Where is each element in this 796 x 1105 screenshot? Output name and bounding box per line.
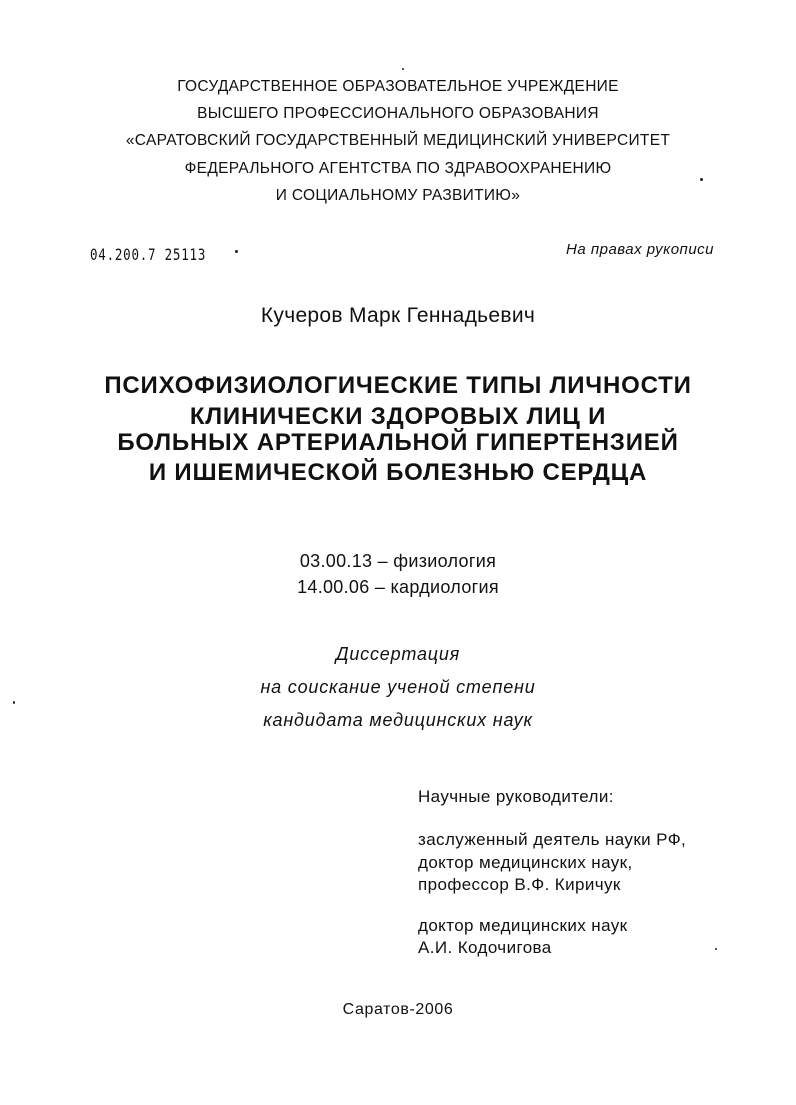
institution-line: ВЫСШЕГО ПРОФЕССИОНАЛЬНОГО ОБРАЗОВАНИЯ [197, 105, 599, 122]
supervisor-line: заслуженный деятель науки РФ, [418, 830, 687, 849]
scan-speck [700, 178, 703, 181]
title-line: КЛИНИЧЕСКИ ЗДОРОВЫХ ЛИЦ И [189, 403, 607, 430]
dissertation-line: кандидата медицинских наук [263, 710, 533, 730]
specialty-line: 03.00.13 – физиология [299, 551, 497, 571]
author-name: Кучеров Марк Геннадьевич [260, 304, 536, 327]
supervisors-heading: Научные руководители: [418, 787, 614, 806]
dissertation-line: Диссертация [335, 644, 461, 664]
manuscript-note: На правах рукописи [566, 241, 714, 258]
registration-number: 04.200.7 25113 [90, 245, 207, 264]
title-line: БОЛЬНЫХ АРТЕРИАЛЬНОЙ ГИПЕРТЕНЗИЕЙ [117, 429, 679, 456]
scan-speck [13, 701, 15, 704]
title-line: И ИШЕМИЧЕСКОЙ БОЛЕЗНЬЮ СЕРДЦА [148, 459, 648, 486]
specialty-line: 14.00.06 – кардиология [297, 577, 499, 597]
scan-speck [402, 68, 404, 70]
dissertation-line: на соискание ученой степени [260, 677, 536, 697]
supervisor-line: доктор медицинских наук, [418, 853, 633, 872]
title-line: ПСИХОФИЗИОЛОГИЧЕСКИЕ ТИПЫ ЛИЧНОСТИ [104, 372, 692, 399]
institution-line: И СОЦИАЛЬНОМУ РАЗВИТИЮ» [275, 187, 521, 204]
scan-speck [235, 250, 238, 253]
supervisor-line: А.И. Кодочигова [418, 938, 552, 957]
institution-line: ГОСУДАРСТВЕННОЕ ОБРАЗОВАТЕЛЬНОЕ УЧРЕЖДЕНИЕ [177, 78, 619, 95]
supervisor-line: профессор В.Ф. Киричук [418, 875, 621, 894]
institution-line: ФЕДЕРАЛЬНОГО АГЕНТСТВА ПО ЗДРАВООХРАНЕНИЮ [184, 160, 612, 177]
supervisor-line: доктор медицинских наук [418, 916, 628, 935]
city-year: Саратов-2006 [342, 1001, 454, 1018]
scan-speck [715, 948, 717, 950]
institution-line: «САРАТОВСКИЙ ГОСУДАРСТВЕННЫЙ МЕДИЦИНСКИЙ УНИВЕРСИТЕТ [125, 132, 671, 149]
